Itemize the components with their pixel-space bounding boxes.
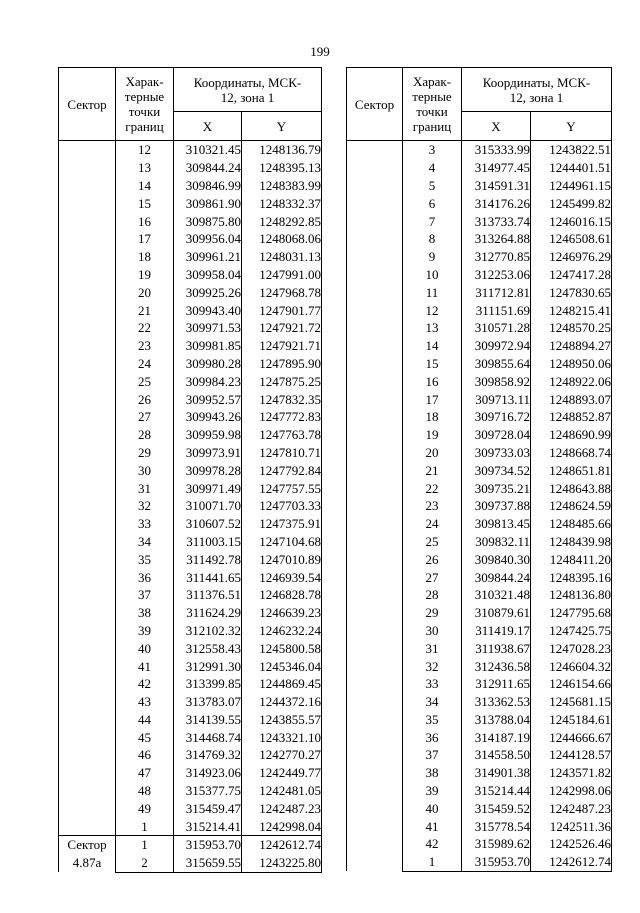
coord-x: 309959.98: [174, 426, 242, 444]
coord-y: 1244869.45: [242, 675, 322, 693]
header-points: [403, 68, 462, 141]
coord-y: 1246016.15: [531, 212, 612, 230]
coord-x: 309716.72: [462, 408, 531, 426]
point-number: 24: [403, 515, 462, 533]
point-number: 33: [403, 675, 462, 693]
point-number: 36: [116, 568, 174, 586]
coord-y: 1248643.88: [531, 479, 612, 497]
coord-x: 309972.94: [462, 337, 531, 355]
coord-x: 309861.90: [174, 194, 242, 212]
point-number: 48: [116, 782, 174, 800]
point-number: 40: [116, 639, 174, 657]
point-number: 29: [403, 604, 462, 622]
coord-x: 309858.92: [462, 372, 531, 390]
coord-y: 1247028.23: [531, 639, 612, 657]
coord-y: 1243321.10: [242, 728, 322, 746]
point-number: 16: [116, 212, 174, 230]
coord-x: 312770.85: [462, 248, 531, 266]
coordinates-table-right: [346, 67, 612, 872]
coord-x: 312253.06: [462, 266, 531, 284]
coord-y: 1248624.59: [531, 497, 612, 515]
coord-y: 1242612.74: [242, 836, 322, 854]
coord-y: 1247010.89: [242, 550, 322, 568]
coord-y: 1247875.25: [242, 372, 322, 390]
header-points-line2: терные: [412, 89, 452, 104]
coord-y: 1248570.25: [531, 319, 612, 337]
coord-y: 1242487.23: [531, 799, 612, 817]
coord-y: 1248894.27: [531, 337, 612, 355]
coord-x: 312911.65: [462, 675, 531, 693]
coord-x: 314901.38: [462, 764, 531, 782]
coord-y: 1248395.13: [242, 159, 322, 177]
point-number: 28: [403, 586, 462, 604]
coord-x: 309984.23: [174, 372, 242, 390]
coord-x: 309855.64: [462, 355, 531, 373]
point-number: 36: [403, 728, 462, 746]
point-number: 30: [403, 622, 462, 640]
coord-y: 1242511.36: [531, 817, 612, 835]
coord-x: 311441.65: [174, 568, 242, 586]
coord-x: 309713.11: [462, 390, 531, 408]
point-number: 22: [116, 319, 174, 337]
coord-y: 1247763.78: [242, 426, 322, 444]
coord-x: 311003.15: [174, 533, 242, 551]
coord-y: 1247901.77: [242, 301, 322, 319]
coord-y: 1243225.80: [242, 854, 322, 872]
point-number: 42: [403, 835, 462, 853]
point-number: 38: [403, 764, 462, 782]
coord-y: 1247104.68: [242, 533, 322, 551]
point-number: 18: [116, 248, 174, 266]
coord-y: 1246508.61: [531, 230, 612, 248]
point-number: 21: [116, 301, 174, 319]
coord-y: 1247417.28: [531, 266, 612, 284]
header-coordinates-line2: 12, зона 1: [220, 89, 275, 105]
coord-x: 314176.26: [462, 194, 531, 212]
header-y: Y: [531, 112, 612, 141]
point-number: 20: [116, 283, 174, 301]
coord-y: 1247375.91: [242, 515, 322, 533]
coord-y: 1246154.66: [531, 675, 612, 693]
point-number: 24: [116, 355, 174, 373]
sector-name-line1: Сектор: [67, 837, 107, 853]
point-number: 41: [403, 817, 462, 835]
page-number: 199: [310, 44, 330, 59]
point-number: 26: [403, 550, 462, 568]
header-x: X: [174, 112, 242, 141]
point-number: 23: [403, 497, 462, 515]
coord-x: 315989.62: [462, 835, 531, 853]
coord-x: 315459.52: [462, 799, 531, 817]
point-number: 3: [403, 141, 462, 159]
coord-x: 311624.29: [174, 604, 242, 622]
point-number: 39: [116, 622, 174, 640]
coord-y: 1247968.78: [242, 283, 322, 301]
header-coordinates: [462, 68, 612, 112]
coord-x: 309844.24: [462, 568, 531, 586]
point-number: 1: [116, 836, 174, 854]
coord-x: 311492.78: [174, 550, 242, 568]
coord-x: 309943.26: [174, 408, 242, 426]
coord-x: 309846.99: [174, 177, 242, 195]
coord-x: 313264.88: [462, 230, 531, 248]
coord-x: 313783.07: [174, 693, 242, 711]
point-number: 23: [116, 337, 174, 355]
coord-x: 314591.31: [462, 177, 531, 195]
point-number: 31: [116, 479, 174, 497]
table-row: [59, 836, 322, 854]
header-coordinates-line1: Координаты, МСК-: [482, 74, 591, 90]
coord-x: 309978.28: [174, 461, 242, 479]
point-number: 18: [403, 408, 462, 426]
coord-y: 1247425.75: [531, 622, 612, 640]
coord-y: 1247772.83: [242, 408, 322, 426]
right-table-body: [347, 141, 612, 872]
point-number: 8: [403, 230, 462, 248]
coord-y: 1246604.32: [531, 657, 612, 675]
coord-y: 1247795.68: [531, 604, 612, 622]
coord-y: 1248383.99: [242, 177, 322, 195]
header-points: [116, 68, 174, 141]
point-number: 15: [116, 194, 174, 212]
coord-x: 309973.91: [174, 444, 242, 462]
coord-y: 1248031.13: [242, 248, 322, 266]
header-points-line4: границ: [412, 119, 452, 134]
header-sector: Сектор: [59, 68, 116, 141]
left-table-body: [59, 141, 322, 873]
coord-x: 314187.19: [462, 728, 531, 746]
point-number: 9: [403, 248, 462, 266]
point-number: 43: [116, 693, 174, 711]
point-number: 44: [116, 711, 174, 729]
coord-y: 1248690.99: [531, 426, 612, 444]
point-number: 19: [116, 266, 174, 284]
point-number: 32: [403, 657, 462, 675]
coord-y: 1244372.16: [242, 693, 322, 711]
header-points-line2: терные: [124, 89, 165, 104]
point-number: 12: [116, 141, 174, 159]
header-points-line1: Харак-: [125, 74, 164, 89]
coord-y: 1247830.65: [531, 283, 612, 301]
header-points-line4: границ: [125, 119, 164, 134]
coord-x: 315377.75: [174, 782, 242, 800]
point-number: 4: [403, 159, 462, 177]
coord-y: 1248215.41: [531, 301, 612, 319]
point-number: 29: [116, 444, 174, 462]
point-number: 13: [403, 319, 462, 337]
coordinates-table-left: [58, 67, 322, 873]
point-number: 17: [403, 390, 462, 408]
point-number: 34: [403, 693, 462, 711]
point-number: 25: [116, 372, 174, 390]
coord-y: 1247810.71: [242, 444, 322, 462]
point-number: 39: [403, 782, 462, 800]
coord-x: 309981.85: [174, 337, 242, 355]
point-number: 17: [116, 230, 174, 248]
point-number: 49: [116, 799, 174, 817]
coord-y: 1248395.16: [531, 568, 612, 586]
point-number: 37: [116, 586, 174, 604]
coord-x: 315214.41: [174, 817, 242, 835]
point-number: 34: [116, 533, 174, 551]
point-number: 35: [116, 550, 174, 568]
point-number: 5: [403, 177, 462, 195]
coord-y: 1242998.04: [242, 817, 322, 835]
point-number: 27: [403, 568, 462, 586]
coord-y: 1248668.74: [531, 444, 612, 462]
point-number: 11: [403, 283, 462, 301]
coord-y: 1246232.24: [242, 622, 322, 640]
coord-y: 1248292.85: [242, 212, 322, 230]
coord-y: 1245499.82: [531, 194, 612, 212]
coord-x: 309952.57: [174, 390, 242, 408]
sector-cell-empty: [59, 141, 116, 836]
coord-y: 1247921.71: [242, 337, 322, 355]
coord-x: 312436.58: [462, 657, 531, 675]
coord-y: 1248893.07: [531, 390, 612, 408]
coord-y: 1242449.77: [242, 764, 322, 782]
coord-y: 1248332.37: [242, 194, 322, 212]
header-coordinates-line2: 12, зона 1: [509, 89, 564, 105]
point-number: 32: [116, 497, 174, 515]
coord-x: 315214.44: [462, 782, 531, 800]
point-number: 41: [116, 657, 174, 675]
header-x: X: [462, 112, 531, 141]
coord-x: 315953.70: [174, 836, 242, 854]
point-number: 28: [116, 426, 174, 444]
coord-x: 310071.70: [174, 497, 242, 515]
coord-x: 309735.21: [462, 479, 531, 497]
coord-x: 309971.53: [174, 319, 242, 337]
coord-x: 315333.99: [462, 141, 531, 159]
coord-y: 1246939.54: [242, 568, 322, 586]
coord-x: 309813.45: [462, 515, 531, 533]
point-number: 45: [116, 728, 174, 746]
coord-y: 1245681.15: [531, 693, 612, 711]
coord-y: 1244666.67: [531, 728, 612, 746]
coord-y: 1246976.29: [531, 248, 612, 266]
coord-x: 314769.32: [174, 746, 242, 764]
coord-y: 1248068.06: [242, 230, 322, 248]
coord-y: 1244128.57: [531, 746, 612, 764]
coord-x: 315659.55: [174, 854, 242, 872]
point-number: 40: [403, 799, 462, 817]
coord-y: 1242481.05: [242, 782, 322, 800]
point-number: 12: [403, 301, 462, 319]
coord-y: 1243855.57: [242, 711, 322, 729]
coord-x: 314139.55: [174, 711, 242, 729]
coord-y: 1243822.51: [531, 141, 612, 159]
coord-x: 309728.04: [462, 426, 531, 444]
sector-name: [59, 836, 116, 873]
coord-x: 310607.52: [174, 515, 242, 533]
coord-x: 309980.28: [174, 355, 242, 373]
coord-x: 315953.70: [462, 853, 531, 871]
coord-y: 1246639.23: [242, 604, 322, 622]
coord-y: 1247792.84: [242, 461, 322, 479]
coord-y: 1248922.06: [531, 372, 612, 390]
coord-y: 1248136.80: [531, 586, 612, 604]
point-number: 31: [403, 639, 462, 657]
coord-y: 1245184.61: [531, 711, 612, 729]
coord-x: 309925.26: [174, 283, 242, 301]
point-number: 25: [403, 533, 462, 551]
coord-y: 1242998.06: [531, 782, 612, 800]
coord-x: 314468.74: [174, 728, 242, 746]
point-number: 16: [403, 372, 462, 390]
coord-x: 315459.47: [174, 799, 242, 817]
coord-y: 1248136.79: [242, 141, 322, 159]
point-number: 27: [116, 408, 174, 426]
coord-x: 312991.30: [174, 657, 242, 675]
point-number: 10: [403, 266, 462, 284]
point-number: 26: [116, 390, 174, 408]
table-row: [59, 141, 322, 159]
coord-x: 309943.40: [174, 301, 242, 319]
coord-y: 1247832.35: [242, 390, 322, 408]
coord-x: 310321.48: [462, 586, 531, 604]
coord-y: 1245346.04: [242, 657, 322, 675]
coord-y: 1245800.58: [242, 639, 322, 657]
coord-x: 310879.61: [462, 604, 531, 622]
point-number: 42: [116, 675, 174, 693]
coord-x: 309832.11: [462, 533, 531, 551]
coord-y: 1247991.00: [242, 266, 322, 284]
header-points-line3: точки: [128, 104, 161, 119]
coord-x: 314558.50: [462, 746, 531, 764]
coord-x: 309733.03: [462, 444, 531, 462]
coord-x: 309956.04: [174, 230, 242, 248]
coord-y: 1247703.33: [242, 497, 322, 515]
coord-y: 1246828.78: [242, 586, 322, 604]
point-number: 30: [116, 461, 174, 479]
header-y: Y: [242, 112, 322, 141]
coord-y: 1248651.81: [531, 461, 612, 479]
coord-x: 311376.51: [174, 586, 242, 604]
header-coordinates: [174, 68, 322, 112]
coord-x: 312558.43: [174, 639, 242, 657]
point-number: 15: [403, 355, 462, 373]
sector-cell-empty: [347, 141, 403, 872]
coord-y: 1248852.87: [531, 408, 612, 426]
coord-x: 313399.85: [174, 675, 242, 693]
coord-x: 315778.54: [462, 817, 531, 835]
point-number: 33: [116, 515, 174, 533]
coord-x: 309840.30: [462, 550, 531, 568]
coord-y: 1243571.82: [531, 764, 612, 782]
point-number: 6: [403, 194, 462, 212]
point-number: 14: [403, 337, 462, 355]
coord-x: 313733.74: [462, 212, 531, 230]
coord-x: 309737.88: [462, 497, 531, 515]
point-number: 47: [116, 764, 174, 782]
coord-x: 310321.45: [174, 141, 242, 159]
coord-y: 1244961.15: [531, 177, 612, 195]
coord-y: 1248439.98: [531, 533, 612, 551]
point-number: 13: [116, 159, 174, 177]
coord-y: 1247921.72: [242, 319, 322, 337]
coord-x: 313362.53: [462, 693, 531, 711]
point-number: 21: [403, 461, 462, 479]
coord-y: 1248411.20: [531, 550, 612, 568]
coord-y: 1247757.55: [242, 479, 322, 497]
point-number: 37: [403, 746, 462, 764]
point-number: 19: [403, 426, 462, 444]
header-points-line3: точки: [416, 104, 448, 119]
sector-name-line2: 4.87а: [72, 855, 102, 871]
coord-x: 309961.21: [174, 248, 242, 266]
point-number: 2: [116, 854, 174, 872]
coord-x: 309844.24: [174, 159, 242, 177]
coord-y: 1248485.66: [531, 515, 612, 533]
header-coordinates-line1: Координаты, МСК-: [193, 74, 302, 90]
point-number: 1: [116, 817, 174, 835]
coord-x: 314977.45: [462, 159, 531, 177]
point-number: 7: [403, 212, 462, 230]
point-number: 35: [403, 711, 462, 729]
coord-x: 311938.67: [462, 639, 531, 657]
coord-x: 311419.17: [462, 622, 531, 640]
coord-y: 1244401.51: [531, 159, 612, 177]
point-number: 1: [403, 853, 462, 871]
header-points-line1: Харак-: [412, 74, 452, 89]
coord-x: 311712.81: [462, 283, 531, 301]
point-number: 20: [403, 444, 462, 462]
coord-y: 1242487.23: [242, 799, 322, 817]
point-number: 14: [116, 177, 174, 195]
coord-x: 309734.52: [462, 461, 531, 479]
header-sector: Сектор: [347, 68, 403, 141]
point-number: 22: [403, 479, 462, 497]
coord-y: 1248950.06: [531, 355, 612, 373]
coord-x: 309958.04: [174, 266, 242, 284]
table-row: [347, 141, 612, 159]
point-number: 38: [116, 604, 174, 622]
coord-x: 310571.28: [462, 319, 531, 337]
coord-x: 311151.69: [462, 301, 531, 319]
coord-x: 313788.04: [462, 711, 531, 729]
coord-y: 1242612.74: [531, 853, 612, 871]
point-number: 46: [116, 746, 174, 764]
coord-y: 1242526.46: [531, 835, 612, 853]
coord-x: 314923.06: [174, 764, 242, 782]
coord-x: 309971.49: [174, 479, 242, 497]
coord-y: 1247895.90: [242, 355, 322, 373]
coord-x: 309875.80: [174, 212, 242, 230]
coord-x: 312102.32: [174, 622, 242, 640]
coord-y: 1242770.27: [242, 746, 322, 764]
